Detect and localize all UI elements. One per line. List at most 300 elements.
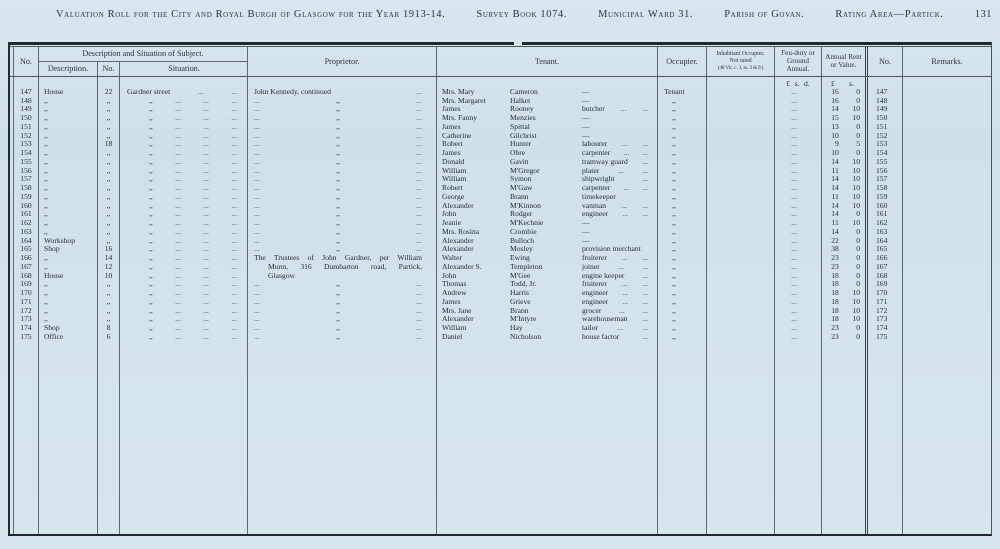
dot-leader: ... xyxy=(642,174,648,184)
cell-annual-rent xyxy=(822,272,868,281)
dot-leader: ... xyxy=(231,148,237,158)
cell-no2: 152 xyxy=(868,132,903,141)
cell-situation xyxy=(120,263,248,272)
valuation-table xyxy=(8,42,992,536)
cell-remarks xyxy=(903,210,991,219)
dot-leader: ... xyxy=(254,121,260,131)
cell-street-no: 18 xyxy=(98,140,120,149)
cell-description: ,, xyxy=(39,123,98,132)
cell-description: Workshop xyxy=(39,237,98,246)
cell-feu-duty: ... xyxy=(775,237,822,246)
unit-label: £ xyxy=(831,78,835,88)
cell-no: 170 xyxy=(14,289,39,298)
page-header xyxy=(56,9,992,20)
cell-situation xyxy=(120,167,248,176)
column-header-no2: No. xyxy=(868,47,903,76)
cell-description: ,, xyxy=(39,254,98,263)
cell-no2: 148 xyxy=(868,97,903,106)
dot-leader: ... xyxy=(203,331,209,341)
dot-leader: ... xyxy=(254,191,260,201)
ditto-mark: ,, xyxy=(336,156,340,166)
table-top-rule xyxy=(10,42,991,45)
dot-leader: ... xyxy=(416,235,422,245)
dot-leader: ... xyxy=(231,174,237,184)
cell-no: 161 xyxy=(14,210,39,219)
rent-shillings: 0 xyxy=(856,270,860,280)
cell-occupier: ,, xyxy=(658,315,707,324)
cell-annual-rent xyxy=(822,298,868,307)
cell-occupier: ,, xyxy=(658,219,707,228)
cell-tenant-surname: Hunter xyxy=(510,139,532,149)
cell-proprietor xyxy=(248,149,437,158)
cell-tenant-forename: Robert xyxy=(442,139,463,149)
cell-tenant-occupation xyxy=(578,333,658,342)
cell-inhabitant-occupier xyxy=(707,175,775,184)
dot-leader: ... xyxy=(416,148,422,158)
cell-occupier: ,, xyxy=(658,158,707,167)
cell-occupier: ,, xyxy=(658,307,707,316)
dot-leader: ... xyxy=(231,121,237,131)
rent-pounds: 16 xyxy=(831,95,839,105)
cell-no2: 161 xyxy=(868,210,903,219)
cell-occupier: ,, xyxy=(658,324,707,333)
cell-street-no: ,, xyxy=(98,219,120,228)
table-header-row xyxy=(10,47,991,77)
cell-feu-duty: ... xyxy=(775,88,822,97)
dot-leader: ... xyxy=(254,156,260,166)
cell-no2: 169 xyxy=(868,280,903,289)
dot-leader: ... xyxy=(231,200,237,210)
cell-remarks xyxy=(903,219,991,228)
cell-occupier: ,, xyxy=(658,289,707,298)
cell-annual-rent xyxy=(822,245,868,254)
cell-occupier: ,, xyxy=(658,97,707,106)
dot-leader: ... xyxy=(203,209,209,219)
rent-pounds: 18 xyxy=(831,270,839,280)
cell-tenant-forename: Daniel xyxy=(442,331,463,341)
ditto-mark: ,, xyxy=(149,130,153,140)
rent-pounds: 23 xyxy=(831,331,839,341)
ditto-mark: ,, xyxy=(149,323,153,333)
cell-tenant-occupation xyxy=(578,210,658,219)
cell-street-no: ,, xyxy=(98,280,120,289)
dot-leader: ... xyxy=(175,209,181,219)
column-header-description-group xyxy=(39,47,248,76)
cell-description: House xyxy=(39,272,98,281)
dot-leader: ... xyxy=(416,104,422,114)
ditto-mark: ,, xyxy=(149,218,153,228)
cell-description: Shop xyxy=(39,324,98,333)
cell-inhabitant-occupier xyxy=(707,167,775,176)
cell-proprietor xyxy=(248,167,437,176)
dot-leader: ... xyxy=(175,261,181,271)
cell-description: ,, xyxy=(39,114,98,123)
cell-street-no: ,, xyxy=(98,97,120,106)
cell-occupier: ,, xyxy=(658,298,707,307)
dot-leader: ... xyxy=(416,95,422,105)
rent-pounds: 14 xyxy=(831,226,839,236)
table-row xyxy=(10,245,991,254)
cell-remarks xyxy=(903,140,991,149)
cell-feu-duty: ... xyxy=(775,219,822,228)
cell-description: ,, xyxy=(39,228,98,237)
cell-situation xyxy=(120,184,248,193)
cell-text: tailor xyxy=(582,323,599,333)
cell-occupier: Tenant xyxy=(658,88,707,97)
cell-remarks xyxy=(903,123,991,132)
rent-pounds: 14 xyxy=(831,156,839,166)
dot-leader: ... xyxy=(175,296,181,306)
ditto-mark: ,, xyxy=(336,191,340,201)
dot-leader: ... xyxy=(203,288,209,298)
cell-street-no: ,, xyxy=(98,307,120,316)
cell-no: 156 xyxy=(14,167,39,176)
table-row xyxy=(10,272,991,281)
cell-no: 160 xyxy=(14,202,39,211)
municipal-ward: Municipal Ward 31. xyxy=(598,9,694,20)
ditto-mark: ,, xyxy=(336,218,340,228)
cell-feu-duty: ... xyxy=(775,210,822,219)
dot-leader: ... xyxy=(231,235,237,245)
cell-proprietor xyxy=(248,289,437,298)
dot-leader: ... xyxy=(254,323,260,333)
dot-leader: ... xyxy=(175,95,181,105)
cell-occupier: ,, xyxy=(658,105,707,114)
cell-proprietor xyxy=(248,140,437,149)
cell-text: engineer xyxy=(582,296,609,306)
cell-remarks xyxy=(903,158,991,167)
cell-inhabitant-occupier xyxy=(707,219,775,228)
cell-inhabitant-occupier xyxy=(707,237,775,246)
cell-street-no: 16 xyxy=(98,245,120,254)
cell-text: timekeeper xyxy=(582,191,616,201)
rent-pounds: 14 xyxy=(831,209,839,219)
rent-pounds: 9 xyxy=(835,139,839,149)
table-row xyxy=(10,307,991,316)
cell-street-no: ,, xyxy=(98,202,120,211)
cell-no2: 167 xyxy=(868,263,903,272)
dot-leader: ... xyxy=(203,314,209,324)
table-row xyxy=(10,114,991,123)
cell-remarks xyxy=(903,228,991,237)
cell-feu-duty: ... xyxy=(775,132,822,141)
cell-occupier: ,, xyxy=(658,245,707,254)
cell-description: House xyxy=(39,88,98,97)
dot-leader: ... xyxy=(175,314,181,324)
ditto-mark: ,, xyxy=(336,279,340,289)
cell-inhabitant-occupier xyxy=(707,307,775,316)
cell-description: ,, xyxy=(39,140,98,149)
cell-inhabitant-occupier xyxy=(707,324,775,333)
cell-annual-rent xyxy=(822,333,868,342)
cell-tenant-surname: M'Kechnie xyxy=(510,218,544,228)
column-header-remarks: Remarks. xyxy=(931,56,963,66)
cell-street-no: ,, xyxy=(98,149,120,158)
cell-proprietor: Glasgow xyxy=(248,272,437,281)
cell-tenant-forename: John xyxy=(442,270,457,280)
cell-feu-duty: ... xyxy=(775,280,822,289)
cell-no2: 162 xyxy=(868,219,903,228)
dot-leader: ... xyxy=(175,226,181,236)
cell-no2: 157 xyxy=(868,175,903,184)
cell-no: 152 xyxy=(14,132,39,141)
dot-leader: ... xyxy=(231,244,237,254)
ditto-mark: ,, xyxy=(336,104,340,114)
ditto-mark: ,, xyxy=(336,139,340,149)
cell-situation xyxy=(120,298,248,307)
table-row xyxy=(10,97,991,106)
table-row xyxy=(10,324,991,333)
dot-leader: ... xyxy=(642,279,648,289)
ditto-mark: ,, xyxy=(336,148,340,158)
cell-annual-rent xyxy=(822,202,868,211)
cell-feu-duty: ... xyxy=(775,298,822,307)
dot-leader: ... xyxy=(231,218,237,228)
ditto-mark: ,, xyxy=(149,305,153,315)
cell-description: ,, xyxy=(39,97,98,106)
dot-leader: ... xyxy=(203,139,209,149)
cell-proprietor xyxy=(248,307,437,316)
table-row xyxy=(10,132,991,141)
cell-proprietor xyxy=(248,184,437,193)
ditto-mark: ,, xyxy=(149,104,153,114)
cell-text: plater xyxy=(582,165,600,175)
cell-tenant-forename: Alexander xyxy=(442,314,474,324)
cell-feu-duty: ... xyxy=(775,289,822,298)
cell-no2: 171 xyxy=(868,298,903,307)
dot-leader: ... xyxy=(618,261,624,271)
dot-leader: ... xyxy=(254,95,260,105)
cell-text: labourer xyxy=(582,139,608,149)
cell-proprietor xyxy=(248,97,437,106)
rent-pounds: 18 xyxy=(831,314,839,324)
unit-label: s. xyxy=(794,78,800,88)
cell-situation xyxy=(120,140,248,149)
cell-no: 153 xyxy=(14,140,39,149)
cell-occupier: ,, xyxy=(658,280,707,289)
dot-leader: ... xyxy=(254,165,260,175)
cell-no2: 168 xyxy=(868,272,903,281)
dot-leader: ... xyxy=(203,200,209,210)
rent-shillings: 10 xyxy=(852,156,860,166)
dot-leader: ... xyxy=(254,314,260,324)
cell-description: ,, xyxy=(39,105,98,114)
cell-street-no: 8 xyxy=(98,324,120,333)
dot-leader: ... xyxy=(175,174,181,184)
cell-remarks xyxy=(903,114,991,123)
cell-annual-rent xyxy=(822,149,868,158)
ditto-mark: ,, xyxy=(149,253,153,263)
dot-leader: ... xyxy=(623,183,630,193)
cell-inhabitant-occupier xyxy=(707,140,775,149)
dot-leader: ... xyxy=(617,323,624,333)
cell-no2: 163 xyxy=(868,228,903,237)
cell-situation xyxy=(120,97,248,106)
cell-tenant-occupation xyxy=(578,114,658,123)
dot-leader: ... xyxy=(254,183,260,193)
cell-tenant-occupation xyxy=(578,105,658,114)
cell-remarks xyxy=(903,307,991,316)
cell-situation xyxy=(120,289,248,298)
cell-situation xyxy=(120,219,248,228)
ditto-mark: ,, xyxy=(336,183,340,193)
cell-inhabitant-occupier xyxy=(707,149,775,158)
cell-feu-duty: ... xyxy=(775,245,822,254)
ditto-mark: ,, xyxy=(336,305,340,315)
cell-tenant-surname: Brann xyxy=(510,305,529,315)
cell-remarks xyxy=(903,298,991,307)
cell-tenant-forename: Mrs. Mary xyxy=(442,86,475,96)
dot-leader: ... xyxy=(175,156,181,166)
cell-situation xyxy=(120,324,248,333)
cell-annual-rent xyxy=(822,228,868,237)
cell-no: 168 xyxy=(14,272,39,281)
rent-shillings: 0 xyxy=(856,226,860,236)
cell-annual-rent xyxy=(822,210,868,219)
cell-tenant-surname: Grieve xyxy=(510,296,531,306)
rent-pounds: 14 xyxy=(831,183,839,193)
ditto-mark: ,, xyxy=(149,235,153,245)
dot-leader: ... xyxy=(231,95,237,105)
dot-leader: ... xyxy=(621,253,628,263)
cell-street-no: ,, xyxy=(98,175,120,184)
dot-leader: ... xyxy=(231,305,237,315)
ditto-mark: ,, xyxy=(336,130,340,140)
cell-street-no: ,, xyxy=(98,184,120,193)
cell-tenant-forename: Walter xyxy=(442,253,463,263)
cell-inhabitant-occupier xyxy=(707,193,775,202)
cell-situation xyxy=(120,114,248,123)
cell-annual-rent xyxy=(822,167,868,176)
cell-annual-rent xyxy=(822,289,868,298)
cell-feu-duty: ... xyxy=(775,333,822,342)
rent-shillings: 10 xyxy=(852,288,860,298)
cell-remarks xyxy=(903,97,991,106)
dot-leader: ... xyxy=(642,314,648,324)
cell-inhabitant-occupier xyxy=(707,315,775,324)
cell-situation xyxy=(120,175,248,184)
rent-pounds: 15 xyxy=(831,113,839,123)
cell-text: — xyxy=(582,218,590,228)
cell-text: joiner xyxy=(582,261,600,271)
ditto-mark: ,, xyxy=(149,121,153,131)
cell-situation xyxy=(120,333,248,342)
dot-leader: ... xyxy=(231,253,237,263)
ditto-mark: ,, xyxy=(149,139,153,149)
cell-feu-duty: ... xyxy=(775,184,822,193)
rent-pounds: 13 xyxy=(831,121,839,131)
cell-tenant-forename: William xyxy=(442,323,467,333)
dot-leader: ... xyxy=(416,121,422,131)
feu-units xyxy=(775,77,822,88)
cell-no2: 173 xyxy=(868,315,903,324)
rent-shillings: 10 xyxy=(852,314,860,324)
dot-leader: ... xyxy=(175,323,181,333)
cell-situation xyxy=(120,123,248,132)
cell-feu-duty: ... xyxy=(775,105,822,114)
cell-occupier: ,, xyxy=(658,132,707,141)
cell-proprietor xyxy=(248,193,437,202)
cell-occupier: ,, xyxy=(658,123,707,132)
ditto-mark: ,, xyxy=(336,200,340,210)
dot-leader: ... xyxy=(254,174,260,184)
ditto-mark: ,, xyxy=(149,296,153,306)
cell-no: 163 xyxy=(14,228,39,237)
dot-leader: ... xyxy=(231,191,237,201)
cell-feu-duty: ... xyxy=(775,97,822,106)
table-body xyxy=(10,88,991,342)
cell-annual-rent xyxy=(822,88,868,97)
cell-feu-duty: ... xyxy=(775,175,822,184)
dot-leader: ... xyxy=(231,226,237,236)
cell-no2: 151 xyxy=(868,123,903,132)
cell-tenant-forename: Andrew xyxy=(442,288,467,298)
cell-annual-rent xyxy=(822,237,868,246)
rent-pounds: 16 xyxy=(831,86,839,96)
cell-annual-rent xyxy=(822,307,868,316)
dot-leader: ... xyxy=(231,323,237,333)
cell-tenant-surname: Rodger xyxy=(510,209,533,219)
cell-inhabitant-occupier xyxy=(707,228,775,237)
cell-description: Shop xyxy=(39,245,98,254)
cell-no2: 153 xyxy=(868,140,903,149)
rent-units xyxy=(822,77,868,88)
ditto-mark: ,, xyxy=(336,244,340,254)
cell-tenant-surname: Cameron xyxy=(510,86,538,96)
cell-remarks xyxy=(903,254,991,263)
table-row xyxy=(10,263,991,272)
cell-situation xyxy=(120,315,248,324)
cell-street-no: ,, xyxy=(98,193,120,202)
cell-street-no: ,, xyxy=(98,289,120,298)
cell-description: ,, xyxy=(39,175,98,184)
dot-leader: ... xyxy=(416,174,422,184)
cell-no: 158 xyxy=(14,184,39,193)
dot-leader: ... xyxy=(416,305,422,315)
cell-proprietor xyxy=(248,280,437,289)
cell-remarks xyxy=(903,193,991,202)
cell-annual-rent xyxy=(822,263,868,272)
dot-leader: ... xyxy=(231,104,237,114)
ditto-mark: ,, xyxy=(149,165,153,175)
cell-annual-rent xyxy=(822,254,868,263)
ditto-mark: ,, xyxy=(336,235,340,245)
cell-proprietor xyxy=(248,324,437,333)
dot-leader: ... xyxy=(203,121,209,131)
dot-leader: ... xyxy=(254,104,260,114)
cell-remarks xyxy=(903,315,991,324)
cell-inhabitant-occupier xyxy=(707,184,775,193)
dot-leader: ... xyxy=(642,323,648,333)
cell-description: ,, xyxy=(39,184,98,193)
cell-proprietor xyxy=(248,158,437,167)
cell-no: 151 xyxy=(14,123,39,132)
cell-annual-rent xyxy=(822,123,868,132)
cell-feu-duty: ... xyxy=(775,202,822,211)
cell-remarks xyxy=(903,105,991,114)
cell-occupier: ,, xyxy=(658,193,707,202)
cell-text: — xyxy=(582,121,590,131)
rent-shillings: 0 xyxy=(856,253,860,263)
dot-leader: ... xyxy=(175,121,181,131)
cell-street-no: ,, xyxy=(98,123,120,132)
table-row xyxy=(10,202,991,211)
cell-no2: 166 xyxy=(868,254,903,263)
dot-leader: ... xyxy=(231,209,237,219)
table-row xyxy=(10,280,991,289)
rent-pounds: 23 xyxy=(831,253,839,263)
dot-leader: ... xyxy=(254,279,260,289)
